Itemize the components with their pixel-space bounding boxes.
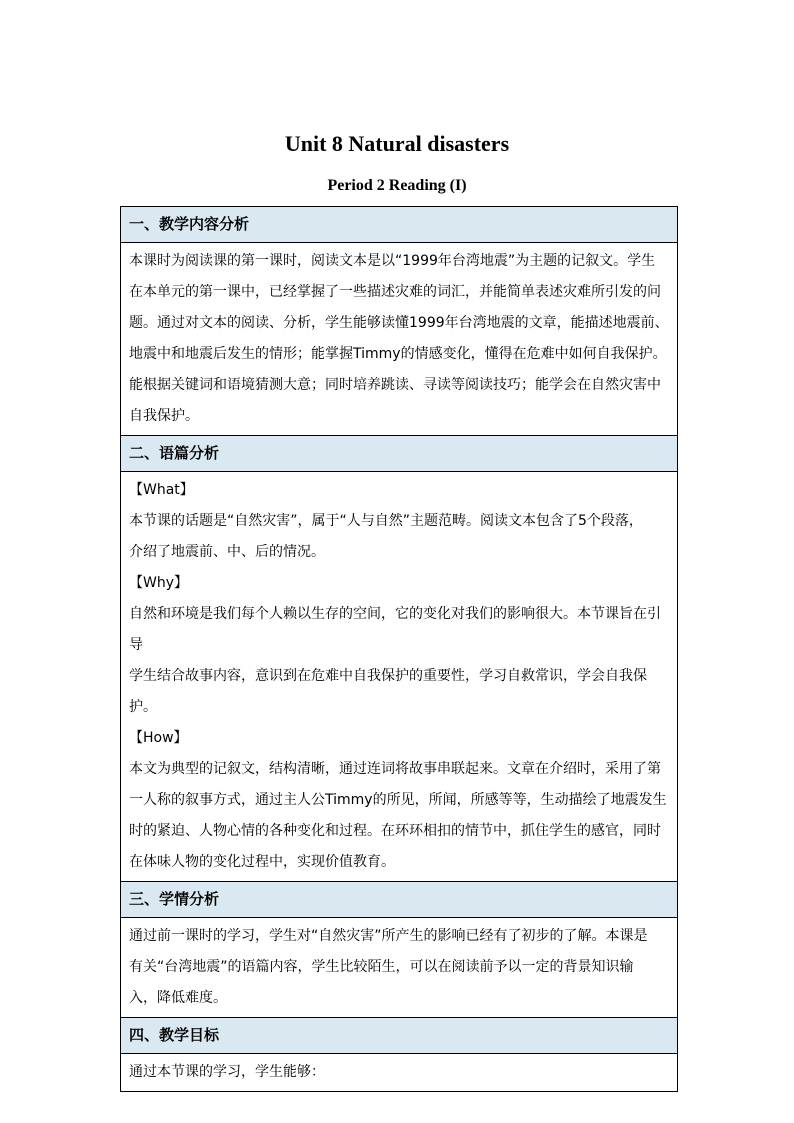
text-line: 题。通过对文本的阅读、分析，学生能够读懂1999年台湾地震的文章，能描述地震前、 — [129, 315, 669, 331]
text-line: 一人称的叙事方式，通过主人公Timmy的所见，所闻，所感等等，生动描绘了地震发生 — [129, 792, 667, 808]
text-line: 学生结合故事内容，意识到在危难中自我保护的重要性，学习自救常识，学会自我保护。 — [129, 668, 647, 715]
subheading-what: 【What】 — [129, 482, 194, 498]
section-body-content-analysis — [121, 243, 678, 436]
text-line: 本文为典型的记叙文，结构清晰，通过连词将故事串联起来。文章在介绍时，采用了第 — [129, 761, 661, 777]
lesson-plan-table — [120, 206, 678, 1092]
section-heading-content-analysis: 一、教学内容分析 — [121, 207, 678, 243]
text-line: 通过本节课的学习，学生能够： — [129, 1064, 325, 1080]
section-body-discourse-analysis — [121, 472, 678, 882]
text-line: 自然和环境是我们每个人赖以生存的空间，它的变化对我们的影响很大。本节课旨在引导 — [129, 606, 661, 653]
text-line: 本课时为阅读课的第一课时，阅读文本是以“1999年台湾地震”为主题的记叙文。学生 — [129, 253, 656, 269]
document-title: Unit 8 Natural disasters — [284, 131, 510, 156]
subheading-how: 【How】 — [129, 730, 188, 746]
text-line: 介绍了地震前、中、后的情况。 — [129, 544, 325, 560]
subheading-why: 【Why】 — [129, 575, 189, 591]
section-body-teaching-objectives — [121, 1054, 678, 1092]
text-line: 地震中和地震后发生的情形；能掌握Timmy的情感变化，懂得在危难中如何自我保护。 — [129, 346, 667, 362]
text-line: 有关“台湾地震”的语篇内容，学生比较陌生，可以在阅读前予以一定的背景知识输 — [129, 959, 634, 975]
text-line: 入，降低难度。 — [129, 990, 227, 1006]
section-heading-learner-analysis: 三、学情分析 — [121, 882, 678, 918]
text-line: 通过前一课时的学习，学生对“自然灾害”所产生的影响已经有了初步的了解。本课是 — [129, 928, 648, 944]
section-heading-discourse-analysis: 二、语篇分析 — [121, 436, 678, 472]
document-subtitle: Period 2 Reading (I) — [327, 177, 467, 194]
section-heading-teaching-objectives: 四、教学目标 — [121, 1018, 678, 1054]
text-line: 本节课的话题是“自然灾害”，属于“人与自然”主题范畴。阅读文本包含了5个段落， — [129, 513, 643, 529]
text-line: 时的紧迫、人物心情的各种变化和过程。在环环相扣的情节中，抓住学生的感官，同时 — [129, 823, 661, 839]
text-line: 在本单元的第一课中，已经掌握了一些描述灾难的词汇，并能简单表述灾难所引发的问 — [129, 284, 661, 300]
section-body-learner-analysis — [121, 918, 678, 1018]
text-line: 在体味人物的变化过程中，实现价值教育。 — [129, 854, 395, 870]
text-line: 自我保护。 — [129, 408, 199, 424]
text-line: 能根据关键词和语境猜测大意；同时培养跳读、寻读等阅读技巧；能学会在自然灾害中 — [129, 377, 661, 393]
